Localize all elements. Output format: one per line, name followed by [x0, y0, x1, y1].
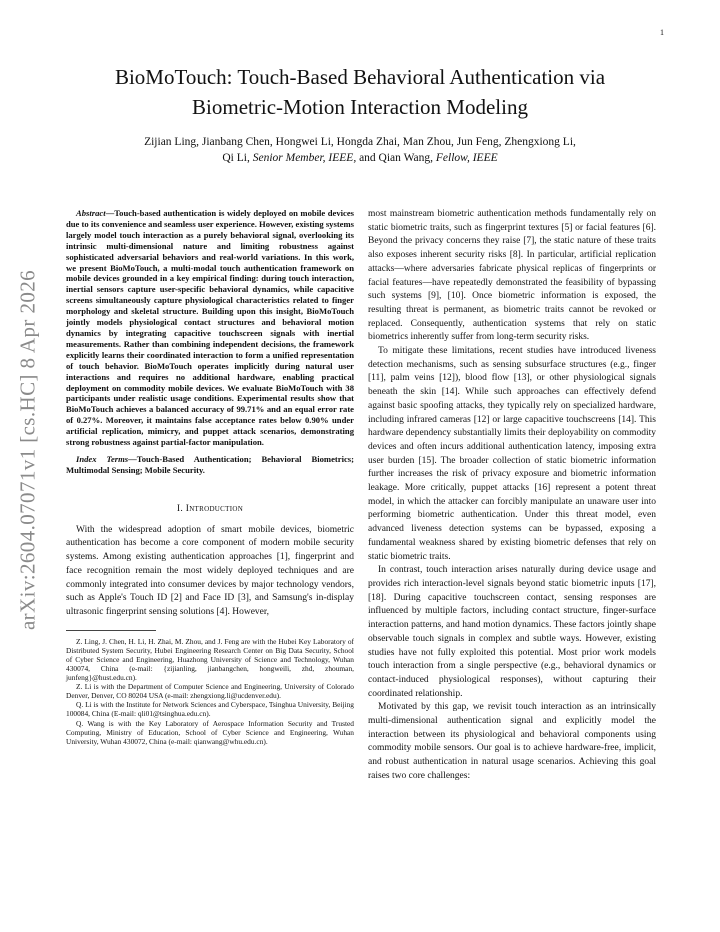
authors-line-1: Zijian Ling, Jianbang Chen, Hongwei Li, Hongda Zhai, Man Zhou, Jun Feng, Zhengxiong Li, — [144, 136, 576, 148]
footnote-rule — [66, 630, 156, 631]
abstract — [66, 208, 354, 448]
arxiv-stamp-text: arXiv:2604.07071v1 [cs.HC] 8 Apr 2026 — [15, 269, 40, 631]
index-terms-label: Index Terms — [76, 453, 129, 464]
footnote-affiliation-ucdenver: Z. Li is with the Department of Computer Science and Engineering, University of Colorado Denver, Denver, CO 80204 USA (e-mail: zhengxiong.li@ucdenver.edu). — [66, 682, 354, 701]
section-heading-introduction: I. Introduction — [176, 503, 244, 514]
page-number: 1 — [660, 28, 664, 37]
left-column — [66, 208, 354, 746]
title-line-2: Biometric-Motion Interaction Modeling — [192, 95, 528, 119]
intro-body-left — [66, 524, 354, 620]
body-paragraph-liveness: To mitigate these limitations, recent studies have introduced liveness detection mechanisms, such as sensing subsurface structures (e.g., finger [11], palm veins [12]), blood flow [13], or other physiological signals beneath the skin [14]. While such approaches can effectively defend against basic spoofing attacks, they typically rely on specialized hardware, including infrared cameras [12] or large capacitive touchscreens [14]. This hardware dependency substantially limits their deployability on commodity devices and often incurs additional authentication latency, imposing extra user burden [15]. The broader collection of static biometric information further increases the risk of privacy exposure and biometric information leakage. More critically, puppet attacks [16] represent a potent threat model, in which the attacker can forcibly manipulate an unaware user into performing biometric authentication. Under this threat model, even advanced liveness detection systems can be bypassed, exposing a fundamental weakness shared by existing biometric defenses that rely on static biometric traits. — [368, 346, 656, 562]
author-title-fellow: Fellow, IEEE — [435, 152, 498, 164]
title-line-1: BioMoTouch: Touch-Based Behavioral Authentication via — [114, 65, 606, 89]
author-list — [90, 134, 630, 166]
author-title-senior-member: Senior Member, IEEE, — [252, 152, 357, 164]
footnote-affiliation-hust: Z. Ling, J. Chen, H. Li, H. Zhai, M. Zhou, and J. Feng are with the Hubei Key Laboratory of Distributed System Security, Hubei Engineering Research Center on Big Data Security, School of Cyber Science and Engineering, Huazhong University of Science and Technology, Wuhan 430074, China (e-mail: {zijianling, jianbangchen, hongweili, zhd, zhouman, junfeng}@hust.edu.cn). — [66, 636, 354, 683]
body-paragraph-continued: most mainstream biometric authentication methods fundamentally rely on static biometric traits, such as fingerprint textures [5] or facial features [6]. Beyond the privacy concerns they raise [7], the static nature of these traits also exposes inherent security risks [8]. In particular, artificial replication attacks—where adversaries fabricate physical replicas of fingerprints or facial features—have repeatedly demonstrated the feasibility of bypassing such systems [9], [10]. Once biometric information is exposed, the resulting threat is permanent, as biometric traits cannot be revoked or replaced. Consequently, authentication systems that rely on static biometrics inherently suffer from long-term security risks. — [368, 209, 656, 343]
paper-title — [90, 62, 630, 122]
footnote-affiliation-tsinghua: Q. Li is with the Institute for Network Sciences and Cyberspace, Tsinghua University, Beijing 100084, China (E-mail: qli01@tsinghua.edu.cn). — [66, 700, 354, 719]
footnote-affiliation-whu: Q. Wang is with the Key Laboratory of Aerospace Information Security and Trusted Computing, Ministry of Education, School of Cyber Science and Engineering, Wuhan University, Wuhan 430072, China (e-mail: qianwang@whu.edu.cn). — [66, 718, 354, 746]
abstract-text: —Touch-based authentication is widely deployed on mobile devices due to its convenience and seamless user experience. However, existing systems largely model touch interaction as a purely behavioral signal, overlooking its intrinsic multi-dimensional nature and limiting robustness against sophisticated adversarial behaviors and real-world variations. In this work, we present BioMoTouch, a multi-modal touch authentication framework on mobile devices grounded in a key empirical finding: during touch interaction, inertial sensors capture user-specific behavioral dynamics, while capacitive screens simultaneously capture physiological characteristics related to finger morphology and skeletal structure. Building upon this insight, BioMoTouch jointly models physiological contact structures and behavioral motion dynamics by integrating capacitive touchscreen signals with inertial measurements. Rather than combining independent decisions, the framework explicitly learns their coordinated interaction to form a unified representation of touch behavior. BioMoTouch operates implicitly during natural user interactions and requires no additional hardware, enabling practical deployment on commodity mobile devices. We evaluate BioMoTouch with 38 participants under realistic usage conditions. Experimental results show that BioMoTouch achieves a balanced accuracy of 99.71% and an equal error rate of 0.27%. Moreover, it maintains false acceptance rates below 0.90% under artificial replication, mimicry, and puppet attack scenarios, demonstrating strong robustness against partial-factor manipulation. — [66, 208, 354, 448]
authors-line-2 — [90, 150, 630, 166]
author-qian-wang: and Qian Wang, — [356, 152, 436, 164]
index-terms — [66, 454, 354, 476]
index-terms-text: —Touch-Based Authentication; Behavioral Biometrics; Multimodal Sensing; Mobile Security. — [66, 453, 354, 475]
intro-paragraph-1: With the widespread adoption of smart mobile devices, biometric authentication has become a core component of modern mobile security systems. Among existing authentication approaches [1], fingerprint and face recognition remain the most widely deployed techniques and are commonly integrated into consumer devices by major technology vendors, such as Apple's Touch ID [2] and Face ID [3], and Samsung's in-display ultrasonic fingerprint sensing solutions [4]. However, — [66, 524, 354, 617]
arxiv-stamp — [8, 230, 48, 670]
right-column — [368, 208, 656, 784]
author-qi-li: Qi Li, — [222, 152, 253, 164]
abstract-label: Abstract — [76, 208, 106, 218]
body-paragraph-touch-interaction: In contrast, touch interaction arises naturally during device usage and provides rich interaction-level signals beyond static biometric inputs [17], [18]. During capacitive touchscreen contact, sensing responses are influenced by multiple factors, including contact structure, finger-surface interaction patterns, and hand motion dynamics. These factors jointly shape observable touch signals in complex and subtle ways. However, existing studies have not fully exploited this potential. Most prior work models touch interaction from a single perspective (e.g., behavioral dynamics or contact-induced physiological responses), without capturing their coordinated relationship. — [368, 565, 656, 699]
body-paragraph-motivation: Motivated by this gap, we revisit touch interaction as an intrinsically multi-dimensional authentication signal and explicitly model the interaction between its physiological and behavioral components using commodity mobile sensors. Our goal is to achieve hardware-free, implicit, and robust authentication in natural usage scenarios. Achieving this goal raises two core challenges: — [368, 702, 656, 781]
